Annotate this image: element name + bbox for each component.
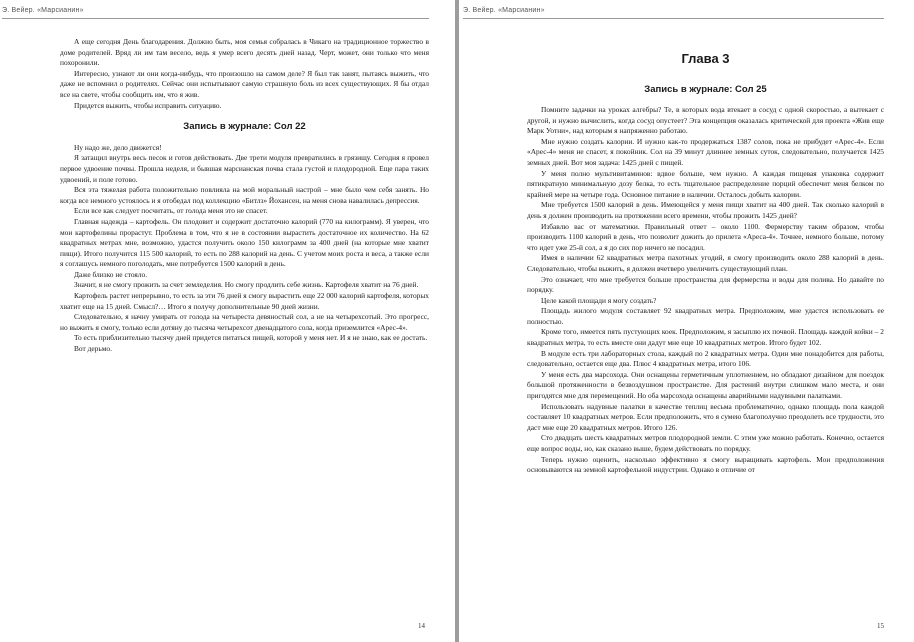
paragraph: У меня есть два марсохода. Они оснащены герметичным уплотнением, но обладают дизайном для поездок большой протяженности в безвоздушном пространстве. Для растений внутри слишком мало места, и они пригодятся мне для перемещений. Но оба марсохода оснащены аварийными надувными палатками.	[527, 369, 884, 401]
paragraph: Картофель растет непрерывно, то есть за эти 76 дней я смогу вырастить еще 22 000 калорий картофеля, которых хватит еще на 15 дней. Смысл?… Итого я получу дополнительные 90 дней жизни.	[60, 291, 429, 311]
paragraph: Вот дерьмо.	[74, 344, 112, 354]
paragraph: У меня полно мультивитаминов: вдвое больше, чем нужно. А каждая пищевая упаковка содержит пятикратную минимальную дозу белка, то есть тщательное распределение порций обеспечит меня белком по крайней мере на четыре года. Основное питание в наличии. Осталось добыть калории.	[527, 168, 884, 199]
paragraph: Помните задачки на уроках алгебры? Те, в которых вода втекает в сосуд с одной скоростью, а вытекает с другой, и нужно вычислить, когда сосуд опустеет? Эта концепция оказалась критической для проекта «Жив еще Марк Уотни», над которым я напряженно работаю.	[527, 105, 884, 136]
paragraph: Придется выжить, чтобы исправить ситуацию.	[74, 100, 222, 110]
paragraph: Даже близко не стояло.	[74, 269, 148, 279]
paragraph: Это означает, что мне требуется больше пространства для фермерства и воды для полива. Но давайте по порядку.	[527, 274, 884, 295]
paragraph: Целе какой площади я могу создать?	[541, 295, 657, 305]
right-body	[527, 105, 884, 476]
paragraph: А еще сегодня День благодарения. Должно быть, моя семья собралась в Чикаго на традиционное торжество в доме родителей. Вряд ли им там весело, ведь я умер всего десять дней назад. Черт, может, они только что меня похоронили.	[60, 37, 429, 68]
paragraph: Теперь нужно оценить, насколько эффективно я смогу выращивать картофель. Мои предположения основываются на земной картофельной индустрии. Однако в отличие от	[527, 454, 884, 475]
chapter-title: Глава 3	[681, 51, 730, 66]
paragraph: Ну надо же, дело движется!	[74, 142, 162, 152]
paragraph: Площадь жилого модуля составляет 92 квадратных метра. Предположим, мне удастся использовать ее полностью.	[527, 306, 884, 326]
paragraph: Значит, я не смогу прожить за счет земледелия. Но смогу продлить себе жизнь. Картофеля хватит на 76 дней.	[74, 280, 419, 290]
right-page	[459, 0, 914, 642]
right-running-head: Э. Вейер. «Марсианин»	[463, 7, 884, 19]
paragraph: То есть приблизительно тысячу дней придется питаться пищей, которой у меня нет. И я не знаю, как ее достать.	[74, 333, 428, 343]
paragraph: Я затащил внутрь весь песок и готов действовать. Две трети модуля превратились в грязищу. Сегодня я провел первое удвоение почвы. Прошла неделя, и бывшая марсианская почва стала густой и плодородной. Еще пара таких удвоений, и поле готово.	[60, 153, 429, 184]
paragraph: В модуле есть три лабораторных стола, каждый по 2 квадратных метра. Один мне понадобится для работы, следовательно, остается еще два. Плюс 4 квадратных метра, итого 106.	[527, 348, 884, 369]
paragraph: Использовать надувные палатки в качестве теплиц весьма проблематично, однако площадь пола каждой составляет 10 квадратных метров. Если предположить, что я сумею благополучно преодолеть все трудности, это даст мне еще 20 квадратных метров. Итого 126.	[527, 401, 884, 432]
left-page-number: 14	[418, 622, 425, 630]
paragraph: Главная надежда – картофель. Он плодовит и содержит достаточно калорий (770 на килограмм). Я уверен, что мои картофелины прорастут. Проблема в том, что я не в состоянии вырастить достаточное их количество. На 62 квадратных метрах мне, возможно, удастся получить около 150 килограмм за 400 дней (на которые мне хватит пищи). Итого получится 115 500 калорий, то есть по 288 калорий на день. С учетом моих роста и веса, а также если я соглашусь немного поголодать, мне потребуется 1500 калорий в день.	[60, 216, 429, 269]
paragraph: Мне требуется 1500 калорий в день. Имеющейся у меня пищи хватит на 400 дней. Так сколько калорий в день я должен производить на протяжении всего времени, чтобы прожить 1425 дней?	[527, 200, 884, 220]
left-running-head: Э. Вейер. «Марсианин»	[2, 7, 429, 19]
paragraph: Мне нужно создать калории. И нужно как-то продержаться 1387 солов, пока не прибудет «Арес-4». Если «Арес-4» меня не спасет, я покойник. Сол на 39 минут длиннее земных суток, следовательно, получается 1425 земных дней. Вот моя задача: 1425 дней с пищей.	[527, 136, 884, 167]
left-body	[60, 37, 429, 355]
paragraph: Избавлю вас от математики. Правильный ответ – около 1100. Фермерству таким образом, чтобы производить 1100 калорий в день, что позволит дожить до прилета «Ареса-4». Точнее, немного больше, потому что идет уже 25-й сол, а я до сих пор ничего не посадил.	[527, 221, 884, 252]
log-heading-sol-22: Запись в журнале: Сол 22	[183, 121, 306, 133]
paragraph: Кроме того, имеется пять пустующих коек. Предположим, я засыплю их почвой. Площадь каждой койки – 2 квадратных метра, то есть вместе они дадут мне еще 10 квадратных метров. Итого будет 102.	[527, 327, 884, 348]
right-page-number: 15	[877, 622, 884, 630]
left-page	[0, 0, 455, 642]
paragraph: Интересно, узнают ли они когда-нибудь, что произошло на самом деле? Я был так занят, пытаясь выжить, что даже не вспомнил о родителях. Сейчас они испытывают самую страшную боль из всех существующих. Я бы отдал все на свете, чтобы сообщить им, что я жив.	[60, 68, 429, 99]
paragraph: Сто двадцать шесть квадратных метров плодородной земли. С этим уже можно работать. Конечно, остается еще вопрос воды, но, как сказано выше, будем действовать по порядку.	[527, 433, 884, 453]
paragraph: Имея в наличии 62 квадратных метра пахотных угодий, я смогу производить около 288 калорий в день. Следовательно, чтобы выжить, я должен вчетверо увеличить существующий план.	[527, 253, 884, 273]
paragraph: Следовательно, я начну умирать от голода на четыреста девяностый сол, а не на четырехсотый. Это прогресс, но выжить я смогу, только если дотяну до тысяча четырехсот двенадцатого сола, когда приземлится «Арес-4».	[60, 312, 429, 332]
log-heading-sol-25: Запись в журнале: Сол 25	[644, 84, 767, 95]
paragraph: Вся эта тяжелая работа положительно повлияла на мой моральный настрой – мне было чем себя занять. Но когда все немного устоялось и я отобедал под коллекцию «Битлз» Йохансен, на меня снова навалилась депрессия.	[60, 185, 429, 205]
paragraph: Если все как следует посчитать, от голода меня это не спасет.	[74, 206, 268, 216]
